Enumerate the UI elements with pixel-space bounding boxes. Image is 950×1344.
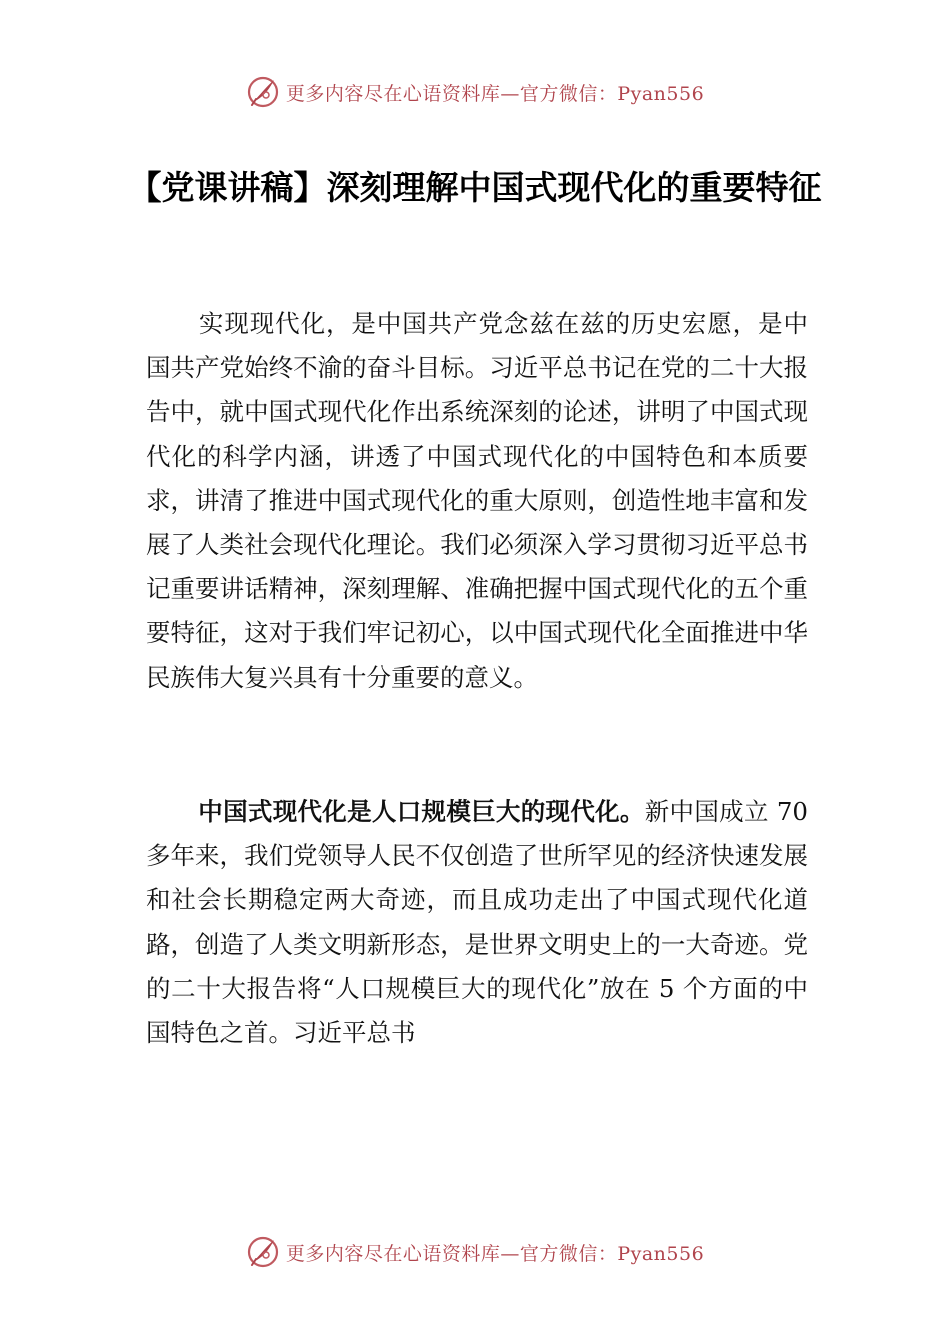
footer-watermark [0,1232,950,1272]
header-watermark [0,72,950,112]
paragraph-2-lead: 中国式现代化是人口规模巨大的现代化。 [198,797,645,826]
quill-seal-icon [246,1235,280,1269]
document-title: 【党课讲稿】深刻理解中国式现代化的重要特征 [128,168,822,207]
paragraph-1 [146,302,808,700]
paragraph-2-body: 新中国成立 70 多年来，我们党领导人民不仅创造了世所罕见的经济快速发展和社会长期稳定两大奇迹，而且成功走出了中国式现代化道路，创造了人类文明新形态，是世界文明史上的一大奇迹。党的二十大报告将“人口规模巨大的现代化”放在 5 个方面的中国特色之首。习近平总书 [146,797,809,1048]
watermark-text: 更多内容尽在心语资料库—官方微信：Pyan556 [285,1242,705,1265]
watermark-text: 更多内容尽在心语资料库—官方微信：Pyan556 [285,82,705,105]
paragraph-1-body: 实现现代化，是中国共产党念兹在兹的历史宏愿，是中国共产党始终不渝的奋斗目标。习近平总书记在党的二十大报告中，就中国式现代化作出系统深刻的论述，讲明了中国式现代化的科学内涵，讲透了中国式现代化的中国特色和本质要求，讲清了推进中国式现代化的重大原则，创造性地丰富和发展了人类社会现代化理论。我们必须深入学习贯彻习近平总书记重要讲话精神，深刻理解、准确把握中国式现代化的五个重要特征，这对于我们牢记初心，以中国式现代化全面推进中华民族伟大复兴具有十分重要的意义。 [146,309,808,692]
paragraph-2 [146,790,808,1055]
quill-seal-icon [246,75,280,109]
